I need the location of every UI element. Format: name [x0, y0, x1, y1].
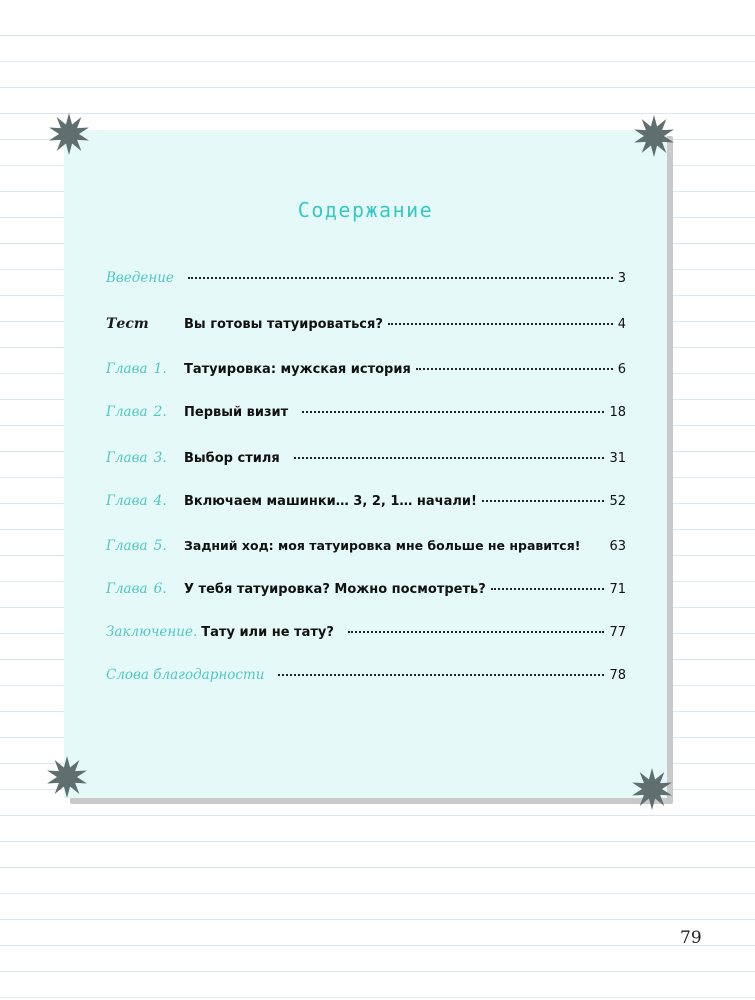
dot-leader	[416, 368, 613, 370]
toc-entry-chapter-6[interactable]	[106, 578, 626, 602]
toc-entry-chapter-3[interactable]	[106, 447, 626, 471]
entry-label: Глава	[106, 581, 148, 597]
page-ref: 63	[609, 539, 626, 554]
entry-label: Слова благодарности	[106, 667, 265, 683]
page-ref: 31	[609, 451, 626, 466]
dot-leader	[388, 323, 613, 325]
dot-leader	[188, 277, 613, 279]
entry-label: Глава	[106, 450, 148, 466]
entry-label: Введение	[106, 270, 174, 286]
toc-entry-chapter-4[interactable]	[106, 490, 626, 514]
chapter-number: 4.	[153, 493, 167, 509]
entry-label: Глава	[106, 404, 148, 420]
star-icon	[630, 767, 674, 811]
entry-label: Заключение.	[106, 624, 198, 640]
toc-entry-intro[interactable]	[106, 270, 626, 294]
chapter-number: 1.	[153, 361, 167, 377]
toc-entry-chapter-5[interactable]	[106, 535, 626, 559]
entry-title: Татуировка: мужская история	[184, 362, 411, 377]
dot-leader	[278, 674, 604, 676]
toc-entry-thanks[interactable]	[106, 667, 626, 691]
page-number: 79	[680, 928, 702, 948]
entry-label: Глава	[106, 538, 148, 554]
toc-entry-chapter-2[interactable]	[106, 401, 626, 425]
page-ref: 3	[617, 271, 626, 286]
entry-title: Тату или не тату?	[201, 625, 334, 640]
entry-label: Глава	[106, 361, 148, 377]
page-title: Содержание	[297, 198, 434, 222]
toc-entry-conclusion[interactable]	[106, 624, 626, 648]
dot-leader	[482, 500, 605, 502]
entry-title: Выбор стиля	[184, 451, 280, 466]
page-ref: 18	[609, 405, 626, 420]
toc-entry-chapter-1[interactable]	[106, 358, 626, 382]
entry-label: Глава	[106, 493, 148, 509]
chapter-number: 3.	[153, 450, 167, 466]
entry-label: Тест	[106, 316, 149, 332]
dot-leader	[294, 457, 605, 459]
page-ref: 52	[609, 494, 626, 509]
page-ref: 4	[617, 317, 626, 332]
page-ref: 77	[609, 625, 626, 640]
page-ref: 78	[609, 668, 626, 683]
dot-leader	[491, 588, 605, 590]
entry-title: Вы готовы татуироваться?	[184, 317, 383, 332]
star-icon	[45, 755, 89, 799]
chapter-number: 5.	[153, 538, 167, 554]
page-ref: 6	[617, 362, 626, 377]
entry-title: Включаем машинки… 3, 2, 1… начали!	[184, 494, 477, 509]
entry-title: Задний ход: моя татуировка мне больше не нравится!	[184, 538, 581, 553]
entry-title: У тебя татуировка? Можно посмотреть?	[184, 582, 486, 597]
chapter-number: 2.	[153, 404, 167, 420]
star-icon	[632, 114, 676, 158]
dot-leader	[302, 411, 604, 413]
entry-title: Первый визит	[184, 405, 289, 420]
page-ref: 71	[609, 582, 626, 597]
toc-entry-test[interactable]	[106, 316, 626, 340]
dot-leader	[348, 631, 605, 633]
star-icon	[47, 112, 91, 156]
chapter-number: 6.	[153, 581, 167, 597]
